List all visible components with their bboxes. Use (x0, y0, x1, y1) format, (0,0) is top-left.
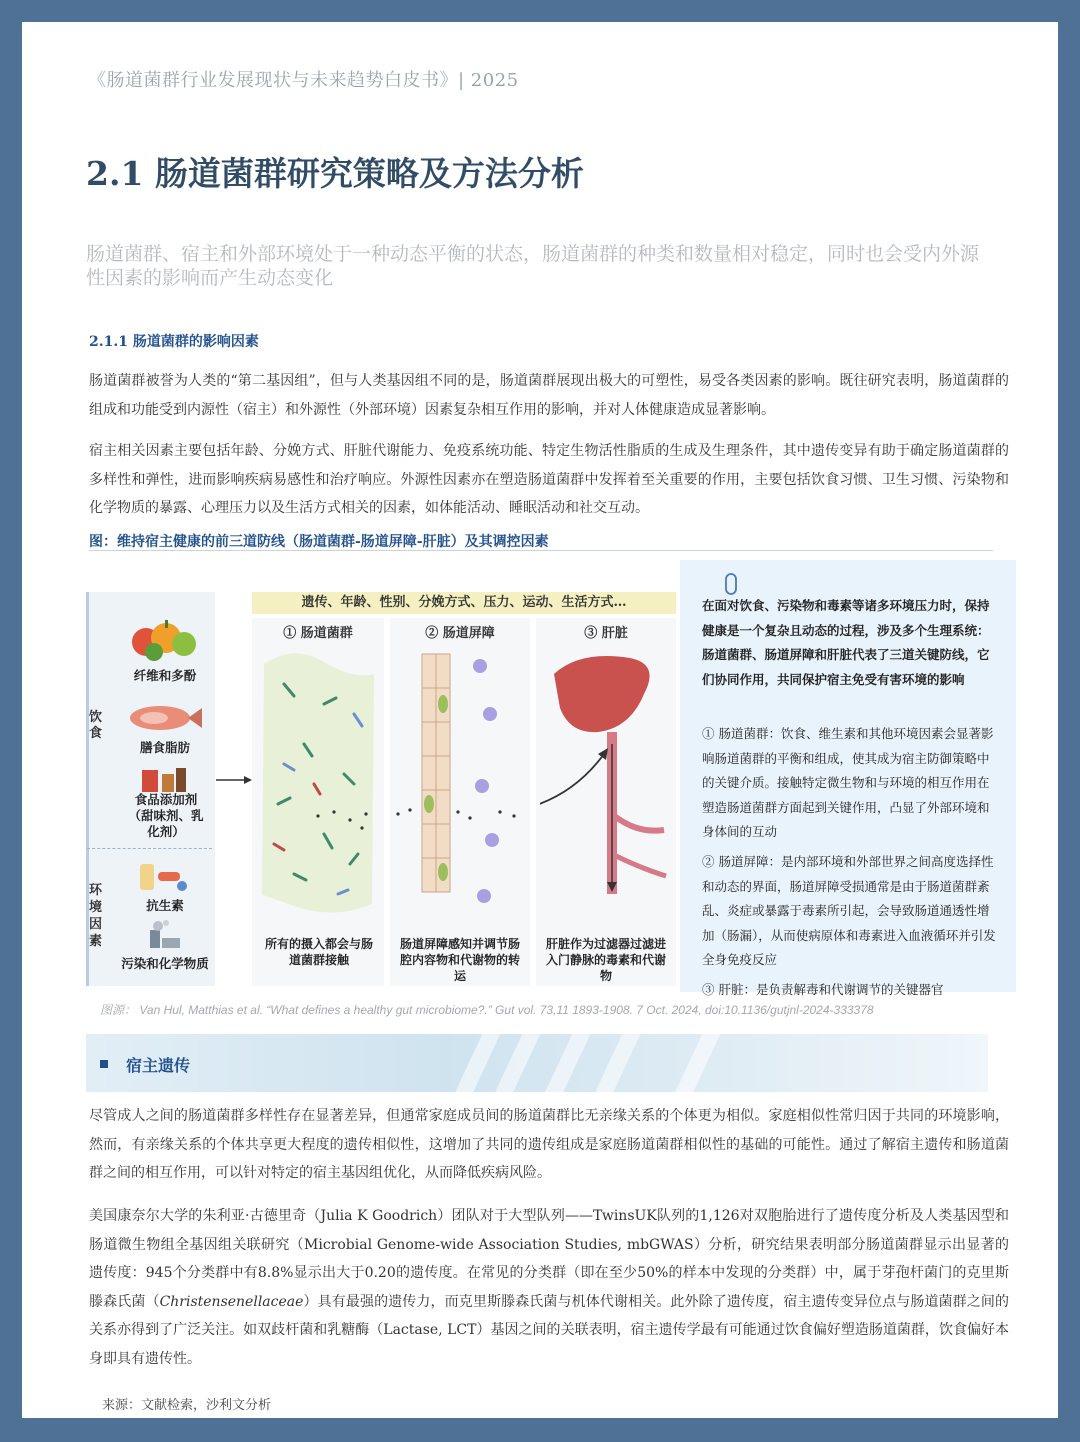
heredity-banner (86, 1034, 988, 1092)
fish-meat-icon (124, 698, 204, 736)
heredity-paragraph-1: 尽管成人之间的肠道菌群多样性存在显著差异，但通常家庭成员间的肠道菌群比无亲缘关系的个体更为相似。家庭相似性常归因于共同的环境影响，然而，有亲缘关系的个体共享更大程度的遗传相似性，这增加了共同的遗传组成是家庭肠道菌群相似性的基础的可能性。通过了解宿主遗传和肠道菌群之间的相互作用，可以针对特定的宿主基因组优化，从而降低疾病风险。 (89, 1108, 1009, 1181)
figure-gut-defense (84, 560, 996, 997)
group-label-diet: 饮食 (89, 710, 103, 741)
column-desc-microbiota: 所有的摄入都会与肠道菌群接触 (264, 937, 373, 967)
antibiotic-pill-icon (138, 860, 190, 894)
heredity-paragraph-2-part-a: 美国康奈尔大学的朱利亚·古德里奇（Julia K Goodrich）团队对于大型队列——TwinsUK队列的1,126对双胞胎进行了遗传度分析及人类基因型和肠道微生物组全基因组关联研究（Microbial Genome-wide Association Studies, mbGWAS）分析，研究结果表明部分肠道菌群显示出显著的遗传度：945个分类群中有8.8%显示出大于0.20的遗传度。在常见的分类群（即在至少50%的样本中发现的分类群）中，属于芽孢杆菌门的克里斯滕森氏菌（ (89, 1208, 1009, 1310)
factor-label-pollution: 污染和化学物质 (121, 956, 209, 971)
column-label-microbiota: ① 肠道菌群 (283, 626, 353, 641)
heredity-paragraph-2-taxon: Christensenellaceae (159, 1293, 304, 1310)
microbiota-illustration (254, 644, 382, 924)
group-divider (87, 848, 212, 849)
section-lead: 肠道菌群、宿主和外部环境处于一种动态平衡的状态，肠道菌群的种类和数量相对稳定，同时也会受内外源性因素的影响而产生动态变化 (86, 243, 980, 289)
column-label-barrier: ② 肠道屏障 (425, 626, 495, 641)
subsection-title: 2.1.1 肠道菌群的影响因素 (89, 334, 259, 350)
paperclip-icon (724, 572, 738, 596)
running-head: 《肠道菌群行业发展现状与未来趋势白皮书》| 2025 (88, 70, 519, 91)
sidebox-point-1: ① 肠道菌群：饮食、维生素和其他环境因素会显著影响肠道菌群的平衡和组成，使其成为宿主防御策略中的关键介质。接触特定微生物和与环境的相互作用在塑造肠道菌群方面起到关键作用，凸显了外部环境和身体间的互动 (702, 726, 994, 839)
gut-barrier-illustration (394, 644, 528, 924)
group-label-env: 环境因素 (89, 883, 103, 949)
fruit-vegetable-icon (124, 618, 204, 662)
sidebox-point-2: ② 肠道屏障：是内部环境和外部世界之间高度选择性和动态的界面，肠道屏障受损通常是由于肠道菌群紊乱、炎症或暴露于毒素所引起，会导致肠道通透性增加（肠漏），从而使病原体和毒素进入血液循环并引发全身免疫反应 (702, 854, 996, 967)
factor-label-fat: 膳食脂肪 (139, 740, 190, 755)
caption-divider (89, 550, 993, 551)
factor-label-antibiotics: 抗生素 (146, 898, 184, 913)
heredity-paragraph-2 (89, 1202, 1009, 1373)
sidebox-point-3: ③ 肝脏：是负责解毒和代谢调节的关键器官 (702, 982, 944, 997)
column-label-liver: ③ 肝脏 (584, 626, 628, 641)
paragraph-2: 宿主相关因素主要包括年龄、分娩方式、肝脏代谢能力、免疫系统功能、特定生物活性脂质的生成及生理条件，其中遗传变异有助于确定肠道菌群的多样性和弹性，进而影响疾病易感性和治疗响应。外源性因素亦在塑造肠道菌群中发挥着至关重要的作用，主要包括饮食习惯、卫生习惯、污染物和化学物质的暴露、心理压力以及生活方式相关的因素，如体能活动、睡眠活动和社交互动。 (89, 443, 1009, 516)
factor-label-additives: 食品添加剂（甜味剂、乳化剂） (128, 792, 204, 839)
figure-sidebox (680, 560, 1016, 997)
paragraph-1: 肠道菌群被誉为人类的“第二基因组”，但与人类基因组不同的是，肠道菌群展现出极大的可塑性，易受各类因素的影响。既往研究表明，肠道菌群的组成和功能受到内源性（宿主）和外源性（外部环境）因素复杂相互作用的影响，并对人体健康造成显著影响。 (89, 373, 1009, 418)
bullet-square-icon (100, 1060, 108, 1068)
heredity-paragraph-2-part-b: ）具有最强的遗传力，而克里斯滕森氏菌与机体代谢相关。此外除了遗传度，宿主遗传变异位点与肠道菌群之间的关系亦得到了广泛关注。如双歧杆菌和乳糖酶（Lactase, LCT）基因之间的关联表明，宿主遗传学最有可能通过饮食偏好塑造肠道菌群，饮食偏好本身即具有遗传性。 (89, 1293, 1009, 1367)
figure-source: 图源： Van Hul, Matthias et al. “What defines a healthy gut microbiome?.” Gut vol. 73,11 1893-1908. 7 Oct. 2024, doi:10.1136/gutjnl-2024-333378 (100, 1003, 874, 1017)
factors-banner: 遗传、年龄、性别、分娩方式、压力、运动、生活方式… (252, 592, 676, 614)
factor-label-fiber: 纤维和多酚 (133, 668, 197, 683)
pollution-factory-icon (144, 920, 184, 948)
section-title: 2.1 肠道菌群研究策略及方法分析 (86, 154, 584, 193)
document-page (22, 22, 1058, 1418)
column-desc-liver: 肝脏作为过滤器过滤进入门静脉的毒素和代谢物 (546, 937, 667, 983)
figure-caption: 图：维持宿主健康的前三道防线（肠道菌群-肠道屏障-肝脏）及其调控因素 (89, 534, 549, 550)
liver-illustration (540, 644, 674, 924)
sidebox-intro: 在面对饮食、污染物和毒素等诸多环境压力时，保持健康是一个复杂且动态的过程，涉及多个生理系统：肠道菌群、肠道屏障和肝脏代表了三道关键防线，它们协同作用，共同保护宿主免受有害环境的影响 (702, 598, 990, 687)
heredity-banner-title: 宿主遗传 (126, 1056, 191, 1075)
input-arrow (216, 774, 252, 786)
column-desc-barrier: 肠道屏障感知并调节肠腔内容物和代谢物的转运 (400, 937, 521, 983)
footer-source: 来源：文献检索，沙利文分析 (102, 1398, 272, 1413)
